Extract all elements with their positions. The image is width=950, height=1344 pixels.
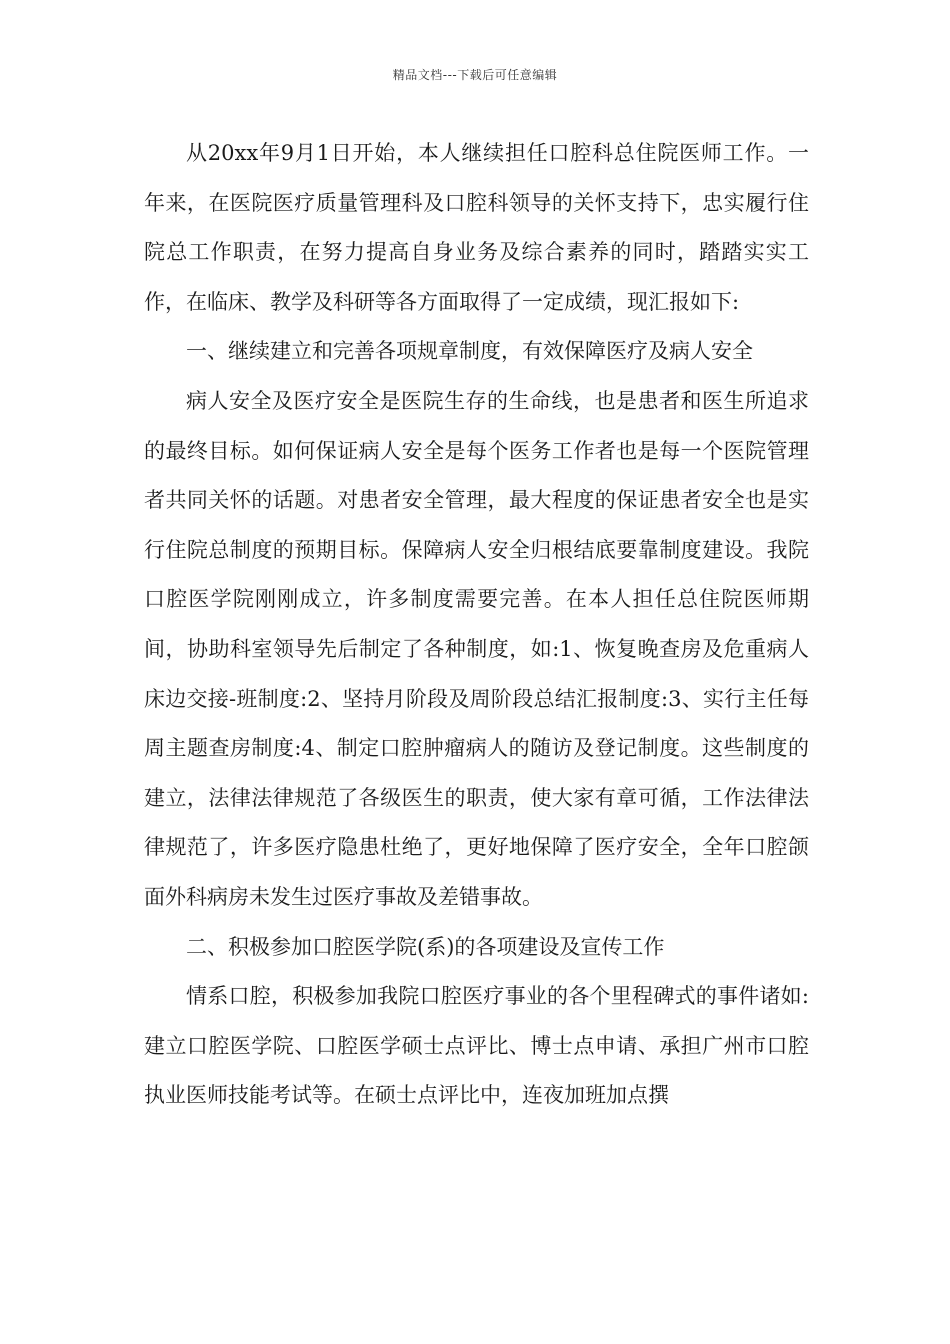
paragraph-intro: 从20xx年9月1日开始，本人继续担任口腔科总住院医师工作。一年来，在医院医疗质量管理科及口腔科领导的关怀支持下，忠实履行住院总工作职责，在努力提高自身业务及综合素养的同时，踏踏实实工作，在临床、教学及科研等各方面取得了一定成绩，现汇报如下: [144, 141, 809, 314]
paragraph-safety: 病人安全及医疗安全是医院生存的生命线，也是患者和医生所追求的最终目标。如何保证病人安全是每个医务工作者也是每一个医院管理者共同关怀的话题。对患者安全管理，最大程度的保证患者安全也是实行住院总制度的预期目标。保障病人安全归根结底要靠制度建设。我院口腔医学院刚刚成立，许多制度需要完善。在本人担任总住院医师期间，协助科室领导先后制定了各种制度，如:1、恢复晚查房及危重病人床边交接-班制度:2、坚持月阶段及周阶段总结汇报制度:3、实行主任每周主题查房制度:4、制定口腔肿瘤病人的随访及登记制度。这些制度的建立，法律法律规范了各级医生的职责，使大家有章可循，工作法律法律规范了，许多医疗隐患杜绝了，更好地保障了医疗安全，全年口腔颌面外科病房未发生过医疗事故及差错事故。 [144, 388, 809, 909]
page-header: 精品文档---下载后可任意编辑 [392, 68, 558, 82]
document-body [144, 129, 809, 1121]
section-heading-2: 二、积极参加口腔医学院(系)的各项建设及宣传工作 [186, 934, 665, 959]
paragraph-construction: 情系口腔，积极参加我院口腔医疗事业的各个里程碑式的事件诸如:建立口腔医学院、口腔医学硕士点评比、博士点申请、承担广州市口腔执业医师技能考试等。在硕士点评比中，连夜加班加点撰 [144, 984, 809, 1108]
section-heading-1: 一、继续建立和完善各项规章制度，有效保障医疗及病人安全 [186, 339, 753, 364]
